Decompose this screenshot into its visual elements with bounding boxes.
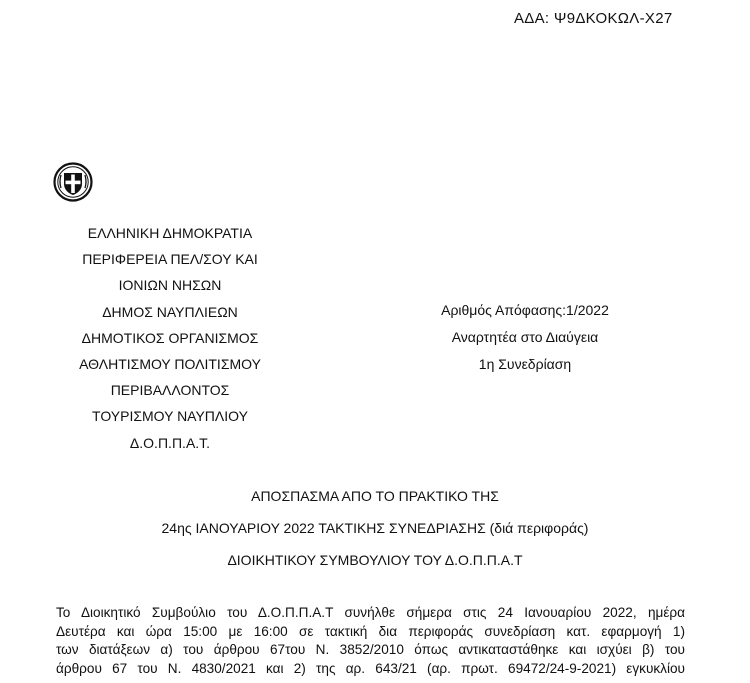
session-number: 1η Συνεδρίαση (478, 356, 572, 372)
publication-note: Αναρτητέα στο Διαύγεια (451, 329, 599, 345)
header-line: ΕΛΛΗΝΙΚΗ ΔΗΜΟΚΡΑΤΙΑ (87, 225, 253, 241)
issuer-header (40, 220, 300, 456)
header-line: ΙΟΝΙΩΝ ΝΗΣΩΝ (118, 277, 222, 294)
title-line: 24ης ΙΑΝΟΥΑΡΙΟΥ 2022 ΤΑΚΤΙΚΗΣ ΣΥΝΕΔΡΙΑΣΗΣ (διά περιφοράς) (161, 520, 589, 536)
body-line: Το Διοικητικό Συμβούλιο του Δ.Ο.Π.Π.Α.Τ συνήλθε σήμερα στις 24 Ιανουαρίου 2022, ημέρα (56, 605, 685, 620)
header-line: Δ.Ο.Π.Π.Α.Τ. (129, 434, 211, 451)
header-line: ΠΕΡΙΒΑΛΛΟΝΤΟΣ (110, 382, 230, 399)
title-line: ΑΠΟΣΠΑΣΜΑ ΑΠΟ ΤΟ ΠΡΑΚΤΙΚΟ ΤΗΣ (251, 488, 499, 504)
header-line: ΑΘΛΗΤΙΣΜΟΥ ΠΟΛΙΤΙΣΜΟΥ (79, 356, 261, 373)
body-line: των διατάξεων α) του άρθρου 67του Ν. 3852/2010 όπως αντικαταστάθηκε και ισχύει β) του (56, 642, 685, 658)
body-paragraph (56, 604, 685, 678)
decision-number: Αριθμός Απόφασης:1/2022 (441, 302, 609, 318)
header-line: ΔΗΜΟΤΙΚΟΣ ΟΡΓΑΝΙΣΜΟΣ (81, 329, 259, 346)
ada-code: ΑΔΑ: Ψ9ΔΚΟΚΩΛ-Χ27 (514, 10, 673, 27)
header-line: ΔΗΜΟΣ ΝΑΥΠΛΙΕΩΝ (102, 303, 238, 320)
greek-coat-of-arms-icon (53, 162, 93, 202)
title-line: ΔΙΟΙΚΗΤΙΚΟΥ ΣΥΜΒΟΥΛΙΟΥ ΤΟΥ Δ.Ο.Π.Π.Α.Τ (227, 552, 523, 568)
body-line: άρθρου 67 του Ν. 4830/2021 και 2) της αρ. 643/21 (αρ. πρωτ. 69472/24-9-2021) εγκυκλίου (56, 660, 685, 676)
decision-info (395, 297, 655, 378)
body-line: Δευτέρα και ώρα 15:00 με 16:00 σε τακτική δια περιφοράς συνεδρίαση κατ. εφαρμογή 1) (56, 623, 685, 639)
header-line: ΠΕΡΙΦΕΡΕΙΑ ΠΕΛ/ΣΟΥ ΚΑΙ (82, 251, 258, 268)
document-title (0, 480, 750, 576)
header-line: ΤΟΥΡΙΣΜΟΥ ΝΑΥΠΛΙΟΥ (92, 408, 248, 425)
